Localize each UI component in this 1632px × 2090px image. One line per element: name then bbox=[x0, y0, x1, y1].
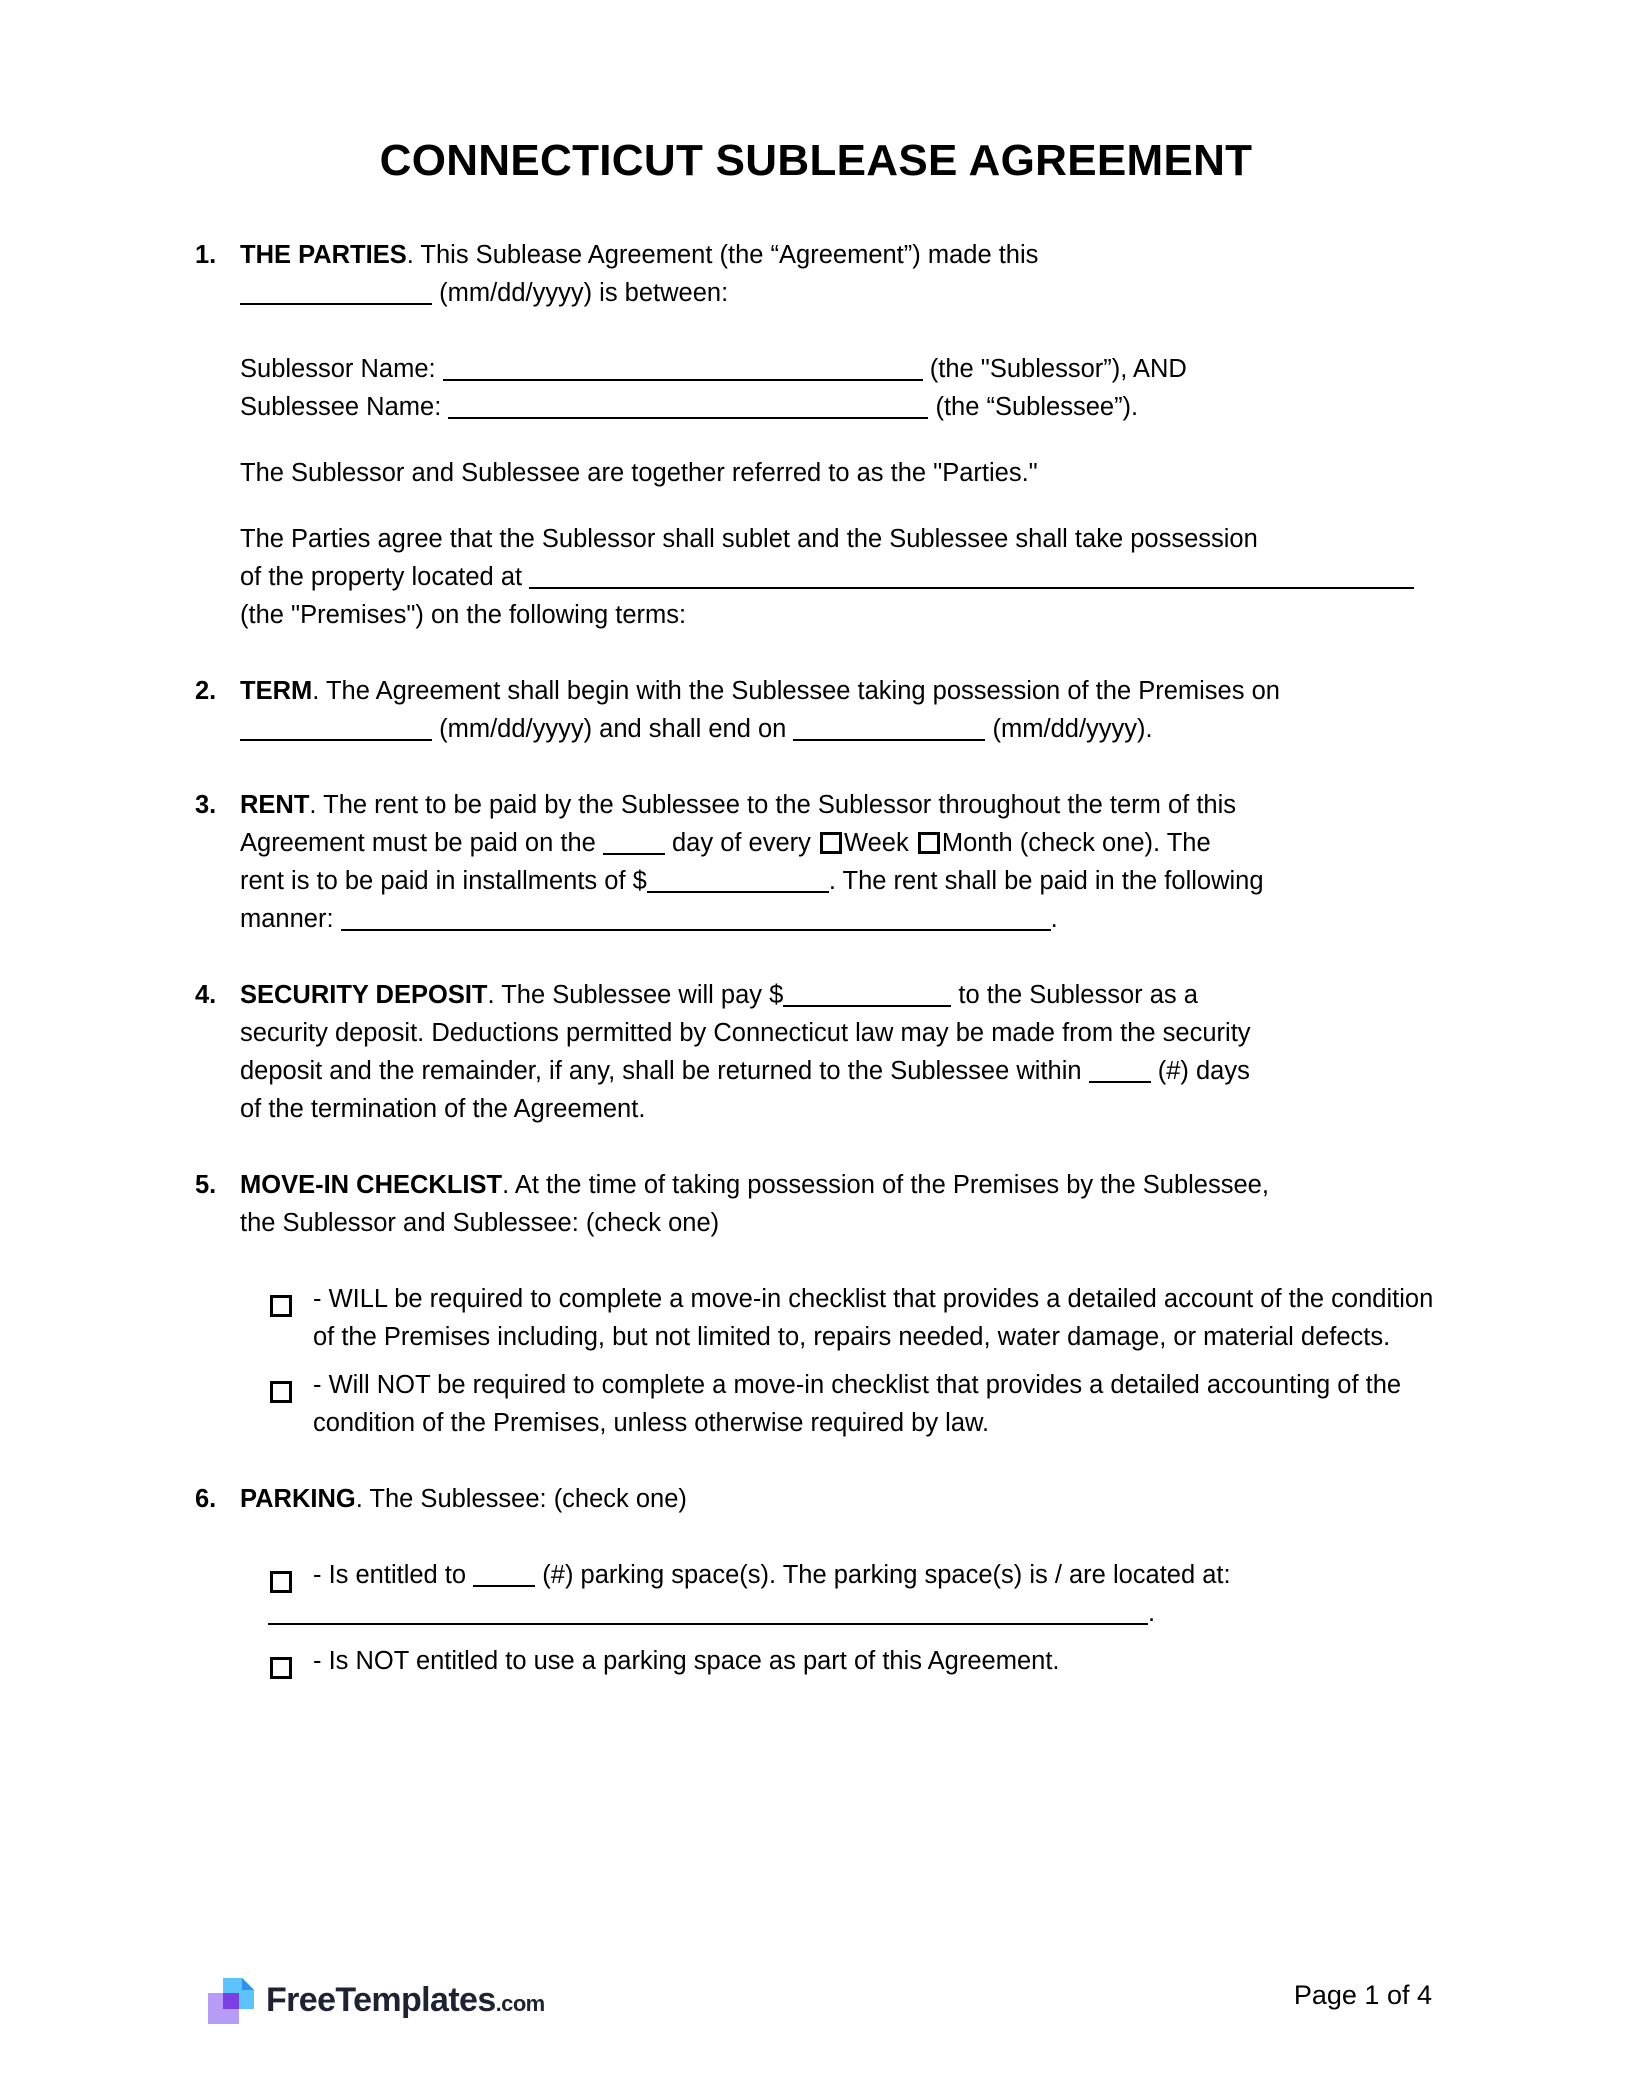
clause-number: 6. bbox=[195, 1485, 217, 1513]
parking-entitled-checkbox[interactable] bbox=[270, 1571, 292, 1593]
security-deposit-return-days-blank[interactable] bbox=[1089, 1060, 1151, 1083]
rent-text-1: . The rent to be paid by the Sublessee to the Sublessor throughout the term of this bbox=[309, 791, 1237, 819]
parking-not-entitled-checkbox[interactable] bbox=[270, 1657, 292, 1679]
term-start-date-blank[interactable] bbox=[240, 718, 432, 741]
spacer bbox=[195, 1518, 1435, 1556]
clause-number: 5. bbox=[195, 1171, 217, 1199]
clause-security-deposit bbox=[195, 976, 1435, 1128]
sublessor-name-row bbox=[195, 350, 1435, 388]
sublessee-name-blank[interactable] bbox=[448, 396, 928, 419]
rent-frequency-month-checkbox[interactable] bbox=[918, 832, 940, 854]
deposit-text-6: of the termination of the Agreement. bbox=[240, 1095, 646, 1123]
term-text-1: . The Agreement shall begin with the Sublessee taking possession of the Premises on bbox=[312, 677, 1280, 705]
premises-line-1: The Parties agree that the Sublessor shall sublet and the Sublessee shall take possession bbox=[240, 525, 1258, 553]
rent-installment-amount-blank[interactable] bbox=[647, 870, 829, 893]
parties-definition: The Sublessor and Sublessee are together referred to as the "Parties." bbox=[240, 459, 1038, 487]
checklist-will-not-label: - Will NOT be required to complete a move-in checklist that provides a detailed accounting of the condition of the Premises, unless otherwise required by law. bbox=[313, 1371, 1402, 1437]
checklist-will-label: - WILL be required to complete a move-in checklist that provides a detailed account of the condition of the Premises including, but not limited to, repairs needed, water damage, or material defects. bbox=[313, 1285, 1434, 1351]
logo-dotcom-text: .com bbox=[495, 1990, 545, 2016]
checklist-will-not-checkbox[interactable] bbox=[270, 1381, 292, 1403]
sublessee-name-row bbox=[195, 388, 1435, 426]
parking-entitled-label-a: - Is entitled to bbox=[313, 1561, 467, 1589]
term-text-2: (mm/dd/yyyy) and shall end on bbox=[439, 715, 787, 743]
premises-paragraph bbox=[195, 520, 1435, 634]
premises-address-blank[interactable] bbox=[529, 566, 1414, 589]
spacer bbox=[195, 312, 1435, 350]
checklist-option-will bbox=[195, 1280, 1435, 1356]
page-title: CONNECTICUT SUBLEASE AGREEMENT bbox=[379, 136, 1253, 185]
spacer bbox=[195, 1632, 1435, 1642]
parking-not-entitled-checkbox-wrap bbox=[268, 1649, 294, 1687]
rent-week-label: Week bbox=[844, 829, 909, 857]
spacer bbox=[195, 1242, 1435, 1280]
deposit-text-5: (#) days bbox=[1157, 1057, 1250, 1085]
clause-number: 4. bbox=[195, 981, 217, 1009]
rent-text-6: . The rent shall be paid in the following bbox=[828, 867, 1264, 895]
clause-the-parties bbox=[195, 236, 1435, 312]
rent-text-2: Agreement must be paid on the bbox=[240, 829, 596, 857]
checklist-text-2: the Sublessor and Sublessee: (check one) bbox=[240, 1209, 720, 1237]
clause-parking bbox=[195, 1480, 1435, 1518]
rent-text-4: (check one). The bbox=[1019, 829, 1211, 857]
logo-overlap-shape bbox=[223, 1993, 239, 2009]
deposit-text-4: deposit and the remainder, if any, shall be returned to the Sublessee within bbox=[240, 1057, 1082, 1085]
checklist-will-checkbox-wrap bbox=[268, 1287, 294, 1325]
parking-option-not-entitled bbox=[195, 1642, 1435, 1680]
page-number: Page 1 of 4 bbox=[1293, 1980, 1432, 2010]
rent-manner-blank[interactable] bbox=[341, 908, 1051, 931]
agreement-date-blank[interactable] bbox=[240, 282, 432, 305]
checklist-will-checkbox[interactable] bbox=[270, 1295, 292, 1317]
clause-number: 3. bbox=[195, 791, 217, 819]
date-format-note: (mm/dd/yyyy) is between: bbox=[439, 279, 729, 307]
clause-heading: TERM bbox=[240, 677, 313, 705]
spacer bbox=[195, 426, 1435, 454]
sublessor-suffix: (the "Sublessor”), AND bbox=[929, 355, 1187, 383]
deposit-text-1: . The Sublessee will pay $ bbox=[487, 981, 784, 1009]
parking-entitled-label-b: (#) parking space(s). The parking space(s) is / are located at: bbox=[542, 1561, 1231, 1589]
rent-frequency-week-checkbox[interactable] bbox=[820, 832, 842, 854]
rent-day-blank[interactable] bbox=[603, 832, 665, 855]
rent-text-3: day of every bbox=[672, 829, 811, 857]
clause-number: 2. bbox=[195, 677, 217, 705]
clause-term bbox=[195, 672, 1435, 748]
spacer bbox=[195, 748, 1435, 786]
rent-month-label: Month bbox=[941, 829, 1013, 857]
spacer bbox=[195, 492, 1435, 520]
checklist-text-1: . At the time of taking possession of the Premises by the Sublessee, bbox=[502, 1171, 1269, 1199]
rent-text-8: . bbox=[1050, 905, 1058, 933]
clause-number: 1. bbox=[195, 241, 217, 269]
spacer bbox=[195, 1442, 1435, 1480]
premises-line-3: (the "Premises") on the following terms: bbox=[240, 601, 687, 629]
logo-wordmark bbox=[266, 1981, 545, 2020]
clause-heading: THE PARTIES bbox=[240, 241, 407, 269]
sublessor-name-blank[interactable] bbox=[443, 358, 923, 381]
sublessor-name-label: Sublessor Name: bbox=[240, 355, 436, 383]
clause-move-in-checklist bbox=[195, 1166, 1435, 1242]
clause-heading: PARKING bbox=[240, 1485, 356, 1513]
rent-text-5: rent is to be paid in installments of $ bbox=[240, 867, 647, 895]
clause-intro-text: . This Sublease Agreement (the “Agreement”) made this bbox=[406, 241, 1039, 269]
checklist-option-will-not bbox=[195, 1366, 1435, 1442]
premises-line-2: of the property located at bbox=[240, 563, 523, 591]
term-end-date-blank[interactable] bbox=[793, 718, 985, 741]
parking-space-count-blank[interactable] bbox=[473, 1564, 535, 1587]
deposit-text-2: to the Sublessor as a bbox=[958, 981, 1198, 1009]
security-deposit-amount-blank[interactable] bbox=[783, 984, 951, 1007]
parking-location-blank[interactable] bbox=[268, 1602, 1148, 1625]
clause-heading: RENT bbox=[240, 791, 310, 819]
spacer bbox=[195, 1356, 1435, 1366]
parking-text-1: . The Sublessee: (check one) bbox=[355, 1485, 687, 1513]
sublessee-suffix: (the “Sublessee”). bbox=[935, 393, 1139, 421]
checklist-will-not-checkbox-wrap bbox=[268, 1373, 294, 1411]
spacer bbox=[195, 1128, 1435, 1166]
parking-entitled-label-c: . bbox=[1148, 1599, 1156, 1627]
freetemplates-logo-icon bbox=[208, 1975, 254, 2025]
parking-not-entitled-label: - Is NOT entitled to use a parking space as part of this Agreement. bbox=[313, 1647, 1060, 1675]
sublessee-name-label: Sublessee Name: bbox=[240, 393, 442, 421]
spacer bbox=[195, 634, 1435, 672]
clause-rent bbox=[195, 786, 1435, 938]
deposit-text-3: security deposit. Deductions permitted by Connecticut law may be made from the security bbox=[240, 1019, 1251, 1047]
parking-option-entitled bbox=[195, 1556, 1435, 1594]
parking-location-row bbox=[195, 1594, 1435, 1632]
spacer bbox=[195, 938, 1435, 976]
document-body bbox=[195, 236, 1435, 1680]
clause-heading: SECURITY DEPOSIT bbox=[240, 981, 488, 1009]
logo-name-text: FreeTemplates bbox=[266, 1980, 496, 2019]
freetemplates-logo[interactable] bbox=[208, 1975, 545, 2025]
clause-heading: MOVE-IN CHECKLIST bbox=[240, 1171, 503, 1199]
term-text-3: (mm/dd/yyyy). bbox=[992, 715, 1153, 743]
rent-text-7: manner: bbox=[240, 905, 334, 933]
